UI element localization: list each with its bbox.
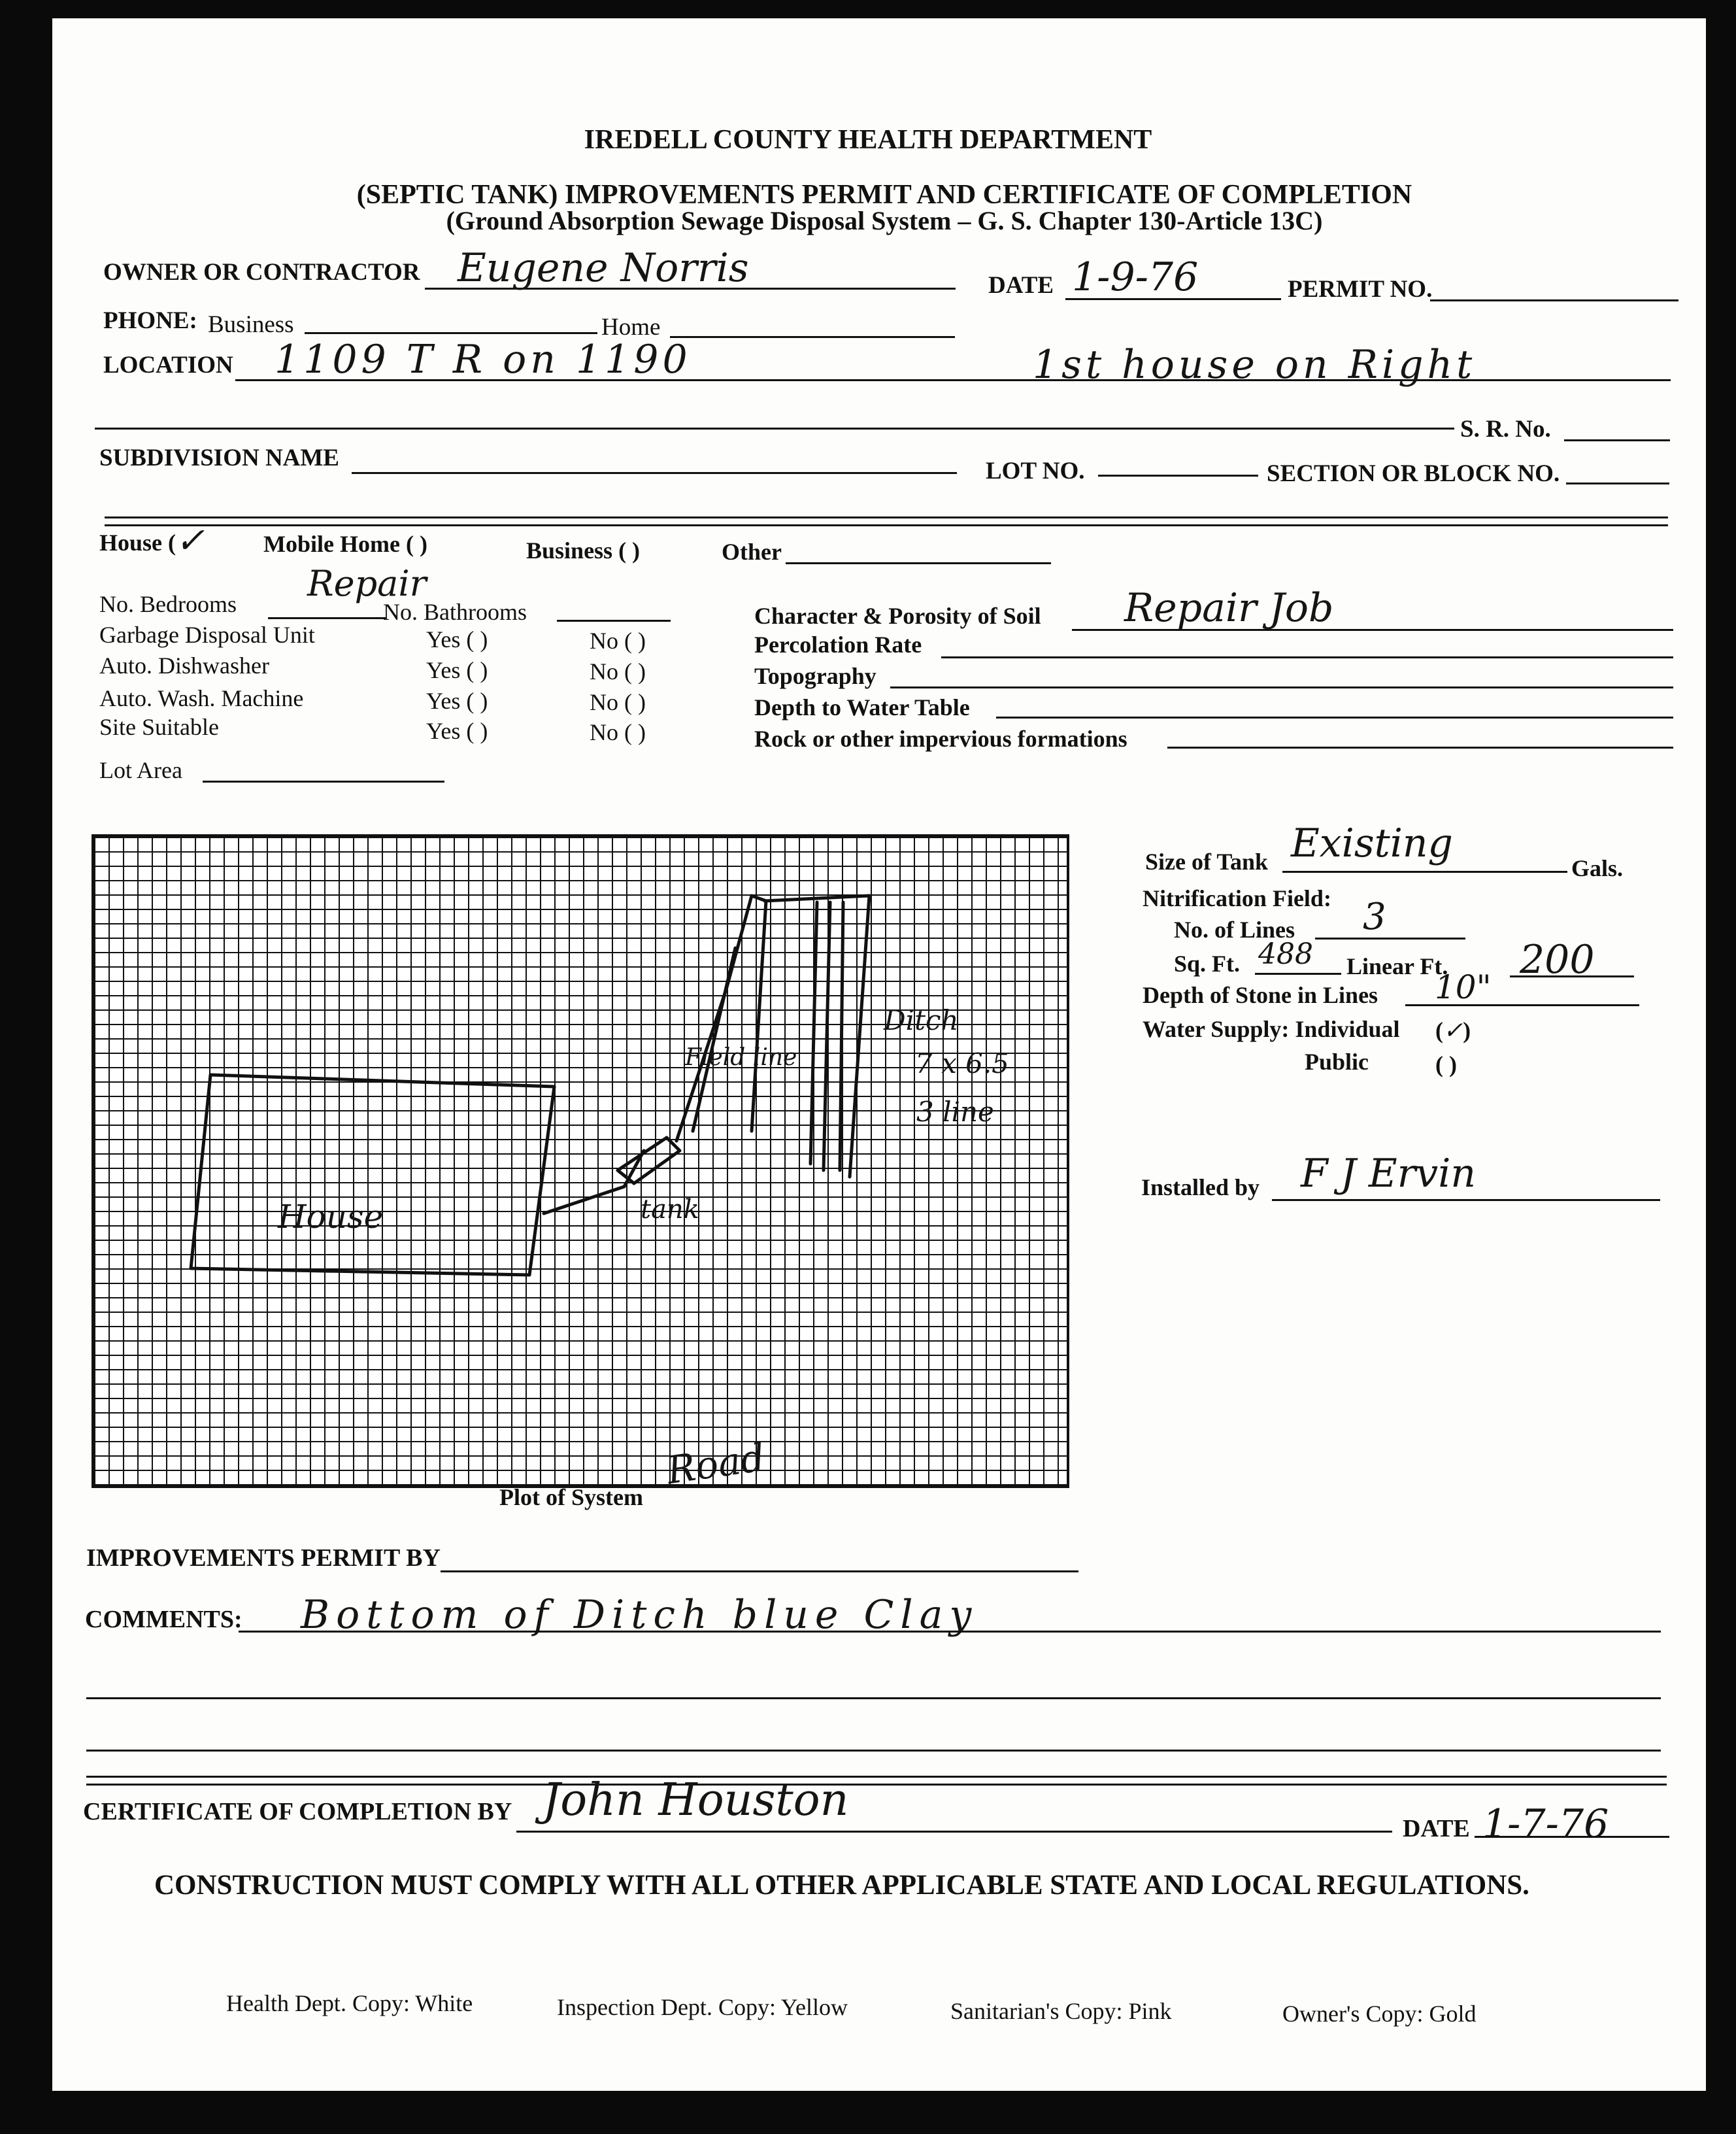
- no-lines-line: [1315, 938, 1465, 940]
- plot-house-label: House: [278, 1198, 384, 1236]
- plot-ditch-size: 7 x 6.5: [915, 1047, 1009, 1079]
- plot-ditch-lines: 3 line: [916, 1096, 994, 1128]
- dishwasher-yes: Yes ( ): [426, 657, 488, 683]
- certificate-line: [516, 1831, 1392, 1833]
- location-value-2: 1st house on Right: [1033, 342, 1477, 388]
- certificate-signature: John Houston: [542, 1774, 849, 1826]
- form-subtitle: (Ground Absorption Sewage Disposal System – G. S. Chapter 130-Article 13C): [446, 206, 1323, 235]
- section-block-line: [1566, 483, 1669, 484]
- comments-line-3: [86, 1750, 1661, 1752]
- installed-by-line: [1272, 1199, 1660, 1201]
- certificate-rule-1: [86, 1776, 1667, 1778]
- regulations-notice: CONSTRUCTION MUST COMPLY WITH ALL OTHER APPLICABLE STATE AND LOCAL REGULATIONS.: [154, 1870, 1529, 1901]
- garbage-label: Garbage Disposal Unit: [99, 622, 315, 648]
- nitrification-label: Nitrification Field:: [1143, 885, 1331, 911]
- rock-line: [1167, 747, 1673, 749]
- business-type-label: Business ( ): [526, 537, 641, 564]
- phone-home-line: [670, 336, 955, 338]
- department-heading: IREDELL COUNTY HEALTH DEPARTMENT: [584, 125, 1152, 155]
- divider-rule-2: [105, 524, 1668, 526]
- lot-no-label: LOT NO.: [986, 458, 1085, 484]
- depth-stone-line: [1405, 1004, 1639, 1006]
- location-line-2: [95, 428, 1454, 430]
- percolation-label: Percolation Rate: [754, 632, 922, 658]
- percolation-line: [941, 656, 1673, 658]
- date-value: 1-9-76: [1072, 254, 1199, 300]
- plot-road-label: Road: [663, 1434, 768, 1493]
- permit-no-line: [1430, 299, 1678, 301]
- permit-no-label: PERMIT NO.: [1288, 276, 1433, 303]
- certificate-date-value: 1-7-76: [1482, 1801, 1609, 1847]
- sr-no-label: S. R. No.: [1460, 416, 1551, 443]
- phone-home-label: Home: [601, 314, 661, 341]
- phone-business-line: [305, 332, 597, 334]
- site-suitable-label: Site Suitable: [99, 714, 219, 740]
- rock-label: Rock or other impervious formations: [754, 726, 1127, 752]
- certificate-date-label: DATE: [1403, 1815, 1470, 1842]
- tank-size-value: Existing: [1291, 821, 1453, 866]
- plot-tank-label: tank: [641, 1194, 699, 1225]
- location-value-1: 1109 T R on 1190: [275, 337, 692, 382]
- public-box: ( ): [1435, 1051, 1457, 1077]
- phone-business-label: Business: [208, 311, 294, 338]
- improvements-permit-label: IMPROVEMENTS PERMIT BY: [86, 1544, 441, 1572]
- wash-machine-no: No ( ): [590, 689, 646, 715]
- installed-by-label: Installed by: [1141, 1174, 1260, 1200]
- subdivision-line: [352, 472, 957, 474]
- bathrooms-line: [557, 620, 671, 622]
- sq-ft-line: [1255, 973, 1341, 975]
- comments-line-2: [86, 1697, 1661, 1699]
- site-suitable-no: No ( ): [590, 719, 646, 745]
- linear-ft-line: [1510, 975, 1634, 977]
- phone-label: PHONE:: [103, 307, 197, 334]
- owner-value: Eugene Norris: [458, 245, 749, 291]
- no-lines-label: No. of Lines: [1174, 917, 1295, 943]
- house-check-mark: ✓: [175, 520, 205, 561]
- copy-health-dept: Health Dept. Copy: White: [226, 1990, 473, 2016]
- other-label: Other: [722, 539, 782, 565]
- bedrooms-label: No. Bedrooms: [99, 591, 237, 617]
- sr-no-line: [1564, 439, 1670, 441]
- depth-stone-label: Depth of Stone in Lines: [1143, 982, 1378, 1008]
- gals-label: Gals.: [1571, 855, 1624, 881]
- comments-line-1: [239, 1631, 1661, 1633]
- dishwasher-label: Auto. Dishwasher: [99, 652, 269, 679]
- location-label: LOCATION: [103, 352, 233, 379]
- water-table-line: [996, 717, 1673, 719]
- water-individual-close: ): [1463, 1017, 1471, 1043]
- installed-by-value: F J Ervin: [1301, 1151, 1477, 1196]
- date-label: DATE: [988, 272, 1054, 299]
- comments-label: COMMENTS:: [85, 1606, 242, 1633]
- no-lines-value: 3: [1363, 896, 1386, 938]
- owner-label: OWNER OR CONTRACTOR: [103, 259, 420, 286]
- copy-inspection-dept: Inspection Dept. Copy: Yellow: [557, 1994, 848, 2020]
- water-supply-label: Water Supply: Individual: [1143, 1016, 1400, 1042]
- sq-ft-label: Sq. Ft.: [1174, 951, 1241, 977]
- depth-stone-value: 10": [1435, 968, 1492, 1006]
- garbage-no: No ( ): [590, 628, 646, 654]
- water-table-label: Depth to Water Table: [754, 694, 970, 720]
- tank-size-line: [1282, 871, 1567, 873]
- garbage-yes: Yes ( ): [426, 626, 488, 652]
- plot-grid: [92, 834, 1069, 1493]
- lot-area-label: Lot Area: [99, 757, 182, 783]
- lot-area-line: [203, 781, 444, 783]
- topography-line: [890, 686, 1673, 688]
- copy-owner: Owner's Copy: Gold: [1282, 2001, 1477, 2027]
- certificate-label: CERTIFICATE OF COMPLETION BY: [83, 1798, 512, 1825]
- form-title: (SEPTIC TANK) IMPROVEMENTS PERMIT AND CERTIFICATE OF COMPLETION: [356, 180, 1412, 210]
- water-individual-box: (✓): [1435, 1017, 1471, 1044]
- bedrooms-line: [268, 617, 386, 619]
- plot-of-system-caption: Plot of System: [499, 1484, 643, 1510]
- section-block-label: SECTION OR BLOCK NO.: [1267, 460, 1560, 487]
- subdivision-label: SUBDIVISION NAME: [99, 445, 339, 471]
- sq-ft-value: 488: [1258, 938, 1313, 971]
- plot-field-line-label: Field line: [685, 1044, 797, 1071]
- divider-rule-1: [105, 517, 1668, 518]
- improvements-permit-line: [441, 1570, 1078, 1572]
- wash-machine-label: Auto. Wash. Machine: [99, 685, 304, 711]
- bedrooms-value: Repair: [307, 563, 427, 604]
- public-label: Public: [1305, 1049, 1369, 1075]
- soil-value: Repair Job: [1124, 585, 1334, 631]
- comments-value: Bottom of Ditch blue Clay: [301, 1592, 978, 1638]
- dishwasher-no: No ( ): [590, 658, 646, 685]
- tank-size-label: Size of Tank: [1145, 849, 1269, 875]
- soil-label: Character & Porosity of Soil: [754, 603, 1041, 629]
- certificate-rule-2: [86, 1784, 1667, 1786]
- house-label: House (: [99, 530, 176, 556]
- linear-ft-label: Linear Ft.: [1346, 953, 1448, 979]
- site-suitable-yes: Yes ( ): [426, 718, 488, 744]
- bathrooms-label: No. Bathrooms: [383, 599, 527, 625]
- other-line: [786, 562, 1051, 564]
- lot-no-line: [1098, 475, 1258, 477]
- wash-machine-yes: Yes ( ): [426, 688, 488, 714]
- linear-ft-value: 200: [1520, 937, 1595, 983]
- plot-ditch-label: Ditch: [884, 1004, 959, 1036]
- mobile-home-label: Mobile Home ( ): [263, 531, 427, 557]
- certificate-date-line: [1475, 1836, 1669, 1838]
- topography-label: Topography: [754, 663, 876, 689]
- water-individual-check: ✓: [1443, 1017, 1463, 1044]
- copy-sanitarian: Sanitarian's Copy: Pink: [950, 1998, 1172, 2024]
